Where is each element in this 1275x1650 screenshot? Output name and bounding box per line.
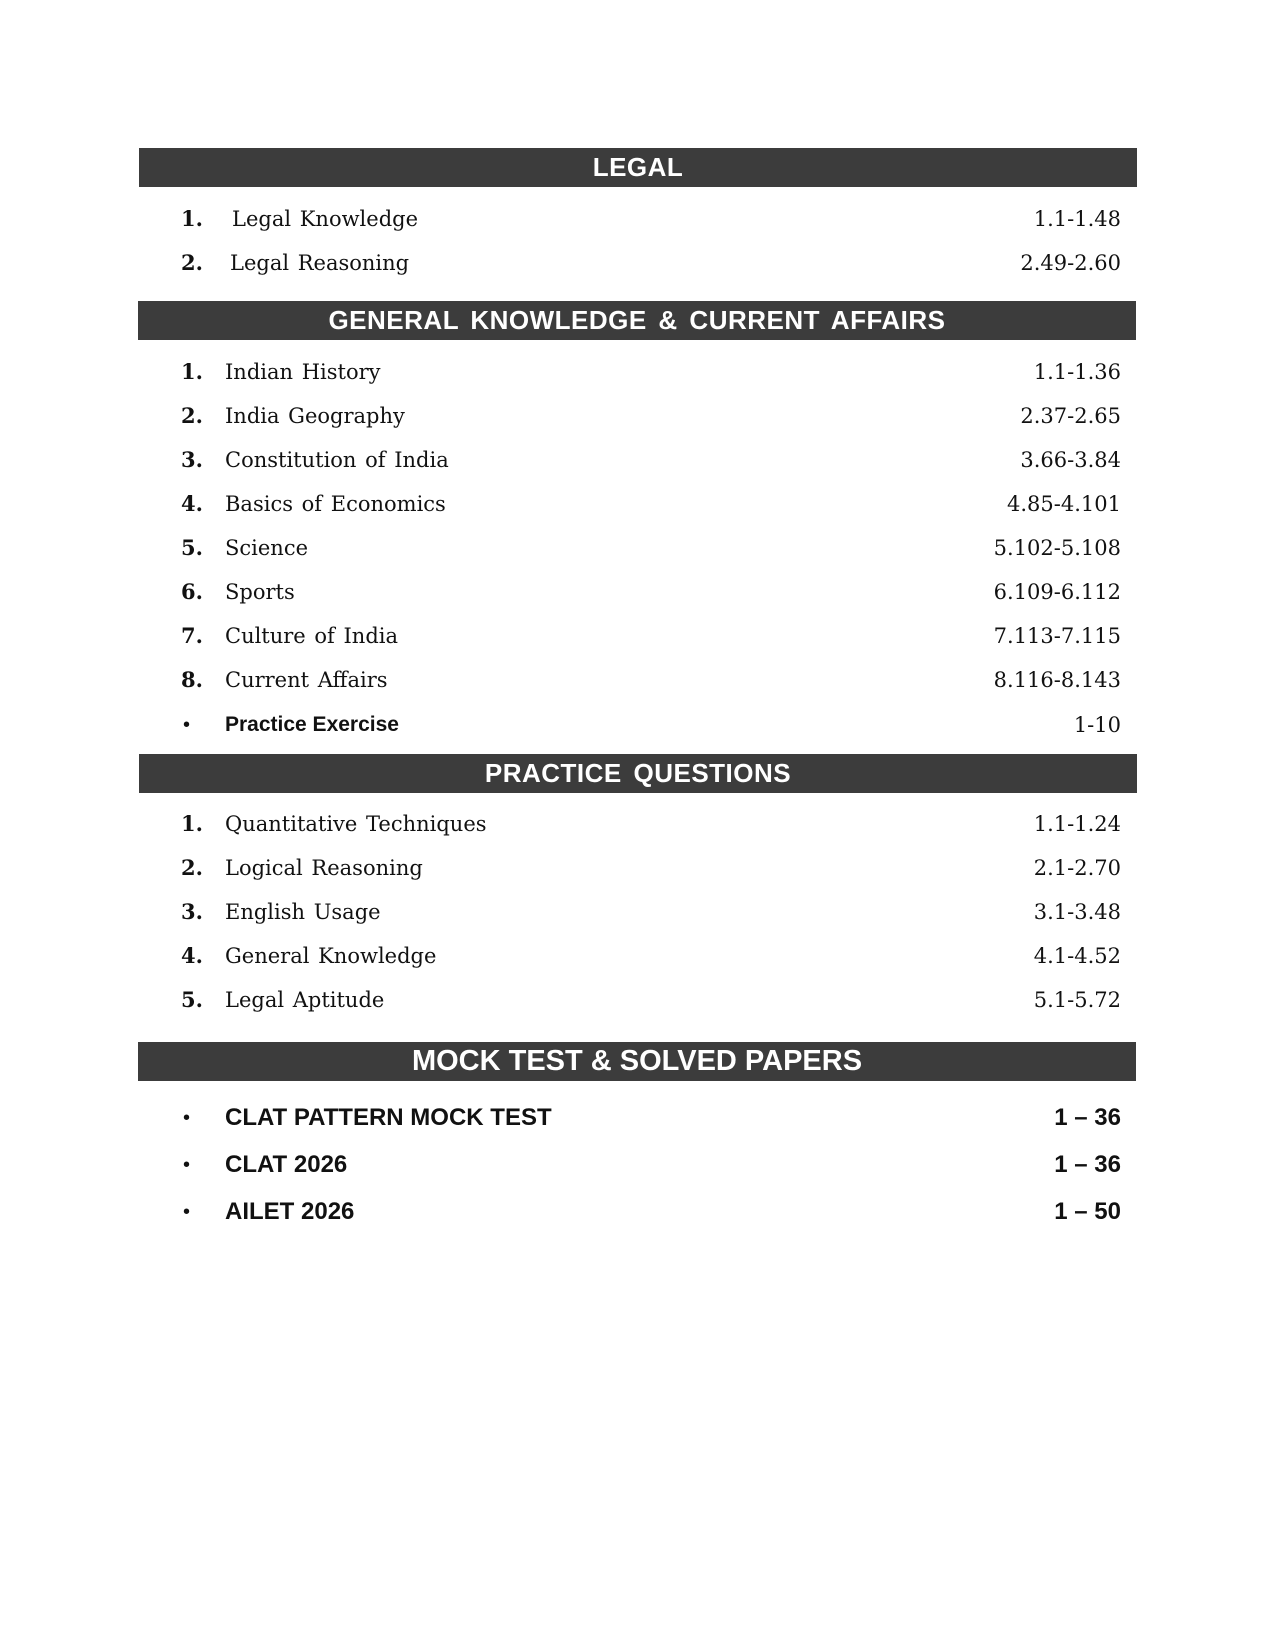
toc-pages: 3.66-3.84 [1020,448,1121,472]
toc-pages: 2.37-2.65 [1020,404,1121,428]
toc-number: 1. [181,206,203,231]
toc-pages: 1 – 36 [1054,1104,1121,1131]
toc-title: Indian History [225,360,381,384]
toc-number: 1. [181,359,203,384]
toc-row-current-affairs[interactable] [0,662,1275,698]
toc-title: Science [225,536,309,560]
toc-title: Basics of Economics [225,492,446,516]
toc-number: 7. [181,623,203,648]
toc-row-practice-exercise[interactable] [0,707,1275,743]
toc-number: 8. [181,667,203,692]
mock-test-heading: MOCK TEST & SOLVED PAPERS [138,1042,1136,1081]
toc-pages: 1.1-1.24 [1033,812,1121,836]
toc-row-ailet-2026[interactable] [0,1194,1275,1230]
toc-title: Logical Reasoning [225,856,423,880]
toc-number: 4. [181,491,203,516]
toc-pages: 8.116-8.143 [993,668,1121,692]
toc-row-logical[interactable] [0,850,1275,886]
legal-heading: LEGAL [139,148,1137,187]
toc-row-legal-knowledge[interactable] [0,201,1275,237]
toc-row-sports[interactable] [0,574,1275,610]
toc-number: 5. [181,987,203,1012]
toc-pages: 4.1-4.52 [1033,944,1121,968]
toc-pages: 1 – 50 [1054,1198,1121,1225]
toc-number: 5. [181,535,203,560]
gk-heading: GENERAL KNOWLEDGE & CURRENT AFFAIRS [138,301,1136,340]
practice-questions-heading: PRACTICE QUESTIONS [139,754,1137,793]
toc-pages: 1 – 36 [1054,1151,1121,1178]
toc-title: India Geography [225,404,405,428]
toc-title: Current Affairs [225,668,388,692]
toc-number: 1. [181,811,203,836]
toc-number: 4. [181,943,203,968]
toc-row-india-geography[interactable] [0,398,1275,434]
toc-row-english[interactable] [0,894,1275,930]
toc-number: 2. [181,855,203,880]
toc-pages: 1.1-1.36 [1033,360,1121,384]
toc-number: 3. [181,447,203,472]
toc-row-indian-history[interactable] [0,354,1275,390]
toc-row-clat-mock[interactable] [0,1100,1275,1136]
toc-row-culture[interactable] [0,618,1275,654]
toc-number: 2. [181,250,203,275]
toc-row-legal-aptitude[interactable] [0,982,1275,1018]
toc-pages: 2.49-2.60 [1020,251,1121,275]
toc-number: 3. [181,899,203,924]
bullet-icon: • [183,714,191,736]
toc-title: General Knowledge [225,944,437,968]
toc-pages: 5.1-5.72 [1033,988,1121,1012]
toc-title: CLAT PATTERN MOCK TEST [225,1104,552,1131]
toc-title: CLAT 2026 [225,1151,348,1178]
toc-row-constitution[interactable] [0,442,1275,478]
toc-title: Culture of India [225,624,399,648]
toc-pages: 4.85-4.101 [1007,492,1121,516]
toc-title: Legal Reasoning [230,251,410,275]
toc-pages: 5.102-5.108 [993,536,1121,560]
toc-pages: 1.1-1.48 [1033,207,1121,231]
toc-title: Legal Aptitude [225,988,385,1012]
toc-row-clat-2026[interactable] [0,1147,1275,1183]
toc-pages: 2.1-2.70 [1033,856,1121,880]
bullet-icon: • [183,1107,191,1129]
toc-number: 2. [181,403,203,428]
toc-pages: 7.113-7.115 [993,624,1121,648]
toc-row-general-knowledge[interactable] [0,938,1275,974]
toc-title: Legal Knowledge [232,207,419,231]
toc-pages: 3.1-3.48 [1033,900,1121,924]
toc-row-legal-reasoning[interactable] [0,245,1275,281]
toc-title: Constitution of India [225,448,449,472]
toc-number: 6. [181,579,203,604]
toc-title: Sports [225,580,295,604]
toc-title: AILET 2026 [225,1198,355,1225]
toc-title: English Usage [225,900,381,924]
toc-pages: 6.109-6.112 [993,580,1121,604]
toc-title: Practice Exercise [225,713,399,736]
toc-row-economics[interactable] [0,486,1275,522]
bullet-icon: • [183,1201,191,1223]
toc-row-quantitative[interactable] [0,806,1275,842]
toc-row-science[interactable] [0,530,1275,566]
toc-pages: 1-10 [1073,713,1121,737]
toc-title: Quantitative Techniques [225,812,487,836]
bullet-icon: • [183,1154,191,1176]
